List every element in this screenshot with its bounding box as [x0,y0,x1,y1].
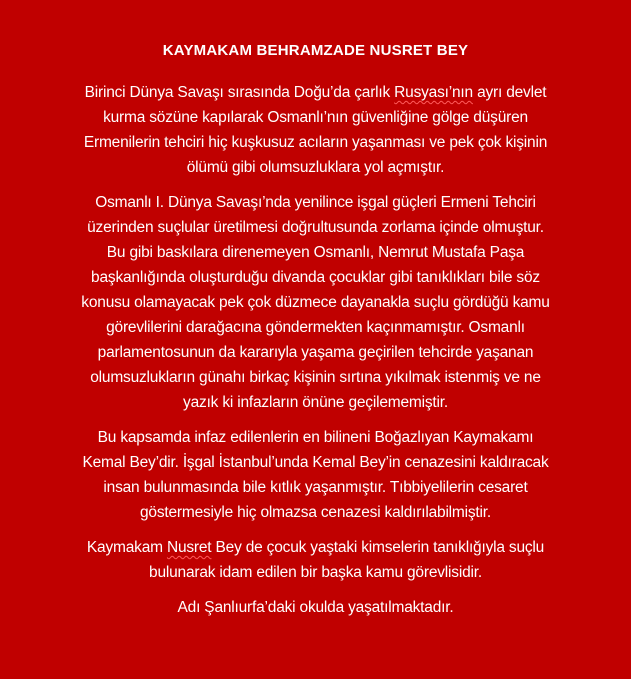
text-segment: Kaymakam [86,539,167,556]
text-line: parlamentosunun da kararıyla yaşama geçirilen tehcirde yaşanan [97,344,534,361]
text-segment: ayrı devlet [472,84,547,101]
paragraph-5 [0,595,631,620]
text-line: yazık ki infazların önüne geçilememiştir. [183,394,448,411]
paragraph-2 [0,190,631,415]
misspelled-word: Nusret [166,539,212,556]
text-line: Bu gibi baskılara direnemeyen Osmanlı, Nemrut Mustafa Paşa [106,244,525,261]
text-line: ölümü gibi olumsuzluklara yol açmıştır. [186,159,445,176]
text-line: olumsuzlukların günahı birkaç kişinin sırtına yıkılmak istenmiş ve ne [90,369,541,386]
paragraph-3 [0,425,631,525]
text-line: insan bulunmasında bile kıtlık yaşanmıştır. Tıbbiyelilerin cesaret [103,479,528,496]
text-line [0,535,631,560]
text-line: başkanlığında oluşturduğu divanda çocuklar gibi tanıklıkları bile söz [91,269,540,286]
text-segment: Birinci Dünya Savaşı sırasında Doğu’da çarlık [84,84,395,101]
text-line: Adı Şanlıurfa’daki okulda yaşatılmaktadır. [177,599,454,616]
text-segment: Bey de çocuk yaştaki kimselerin tanıklığıyla suçlu [211,539,545,556]
text-line: Osmanlı I. Dünya Savaşı’nda yenilince işgal güçleri Ermeni Tehciri [95,194,536,211]
text-line: kurma sözüne kapılarak Osmanlı’nın güvenliğine gölge düşüren [103,109,528,126]
text-line: konusu olamayacak pek çok düzmece dayanakla suçlu gördüğü kamu [81,294,550,311]
text-line [0,80,631,105]
paragraph-1 [0,80,631,180]
paragraph-4 [0,535,631,585]
text-line: göstermesiyle hiç olmazsa cenazesi kaldırılabilmiştir. [140,504,491,521]
text-line: bulunarak idam edilen bir başka kamu görevlisidir. [149,564,482,581]
text-line: Bu kapsamda infaz edilenlerin en bilineni Boğazlıyan Kaymakamı [97,429,534,446]
slide-title: KAYMAKAM BEHRAMZADE NUSRET BEY [162,42,469,59]
text-line: Ermenilerin tehciri hiç kuşkusuz acıların yaşanması ve pek çok kişinin [83,134,548,151]
text-line: üzerinden suçlular üretilmesi doğrultusunda zorlama içinde olmuştur. [87,219,544,236]
text-line: Kemal Bey’dir. İşgal İstanbul’unda Kemal Bey’in cenazesini kaldıracak [82,454,549,471]
misspelled-word: Rusyası’nın [394,84,473,101]
text-line: görevlilerini darağacına göndermekten kaçınmamıştır. Osmanlı [106,319,525,336]
